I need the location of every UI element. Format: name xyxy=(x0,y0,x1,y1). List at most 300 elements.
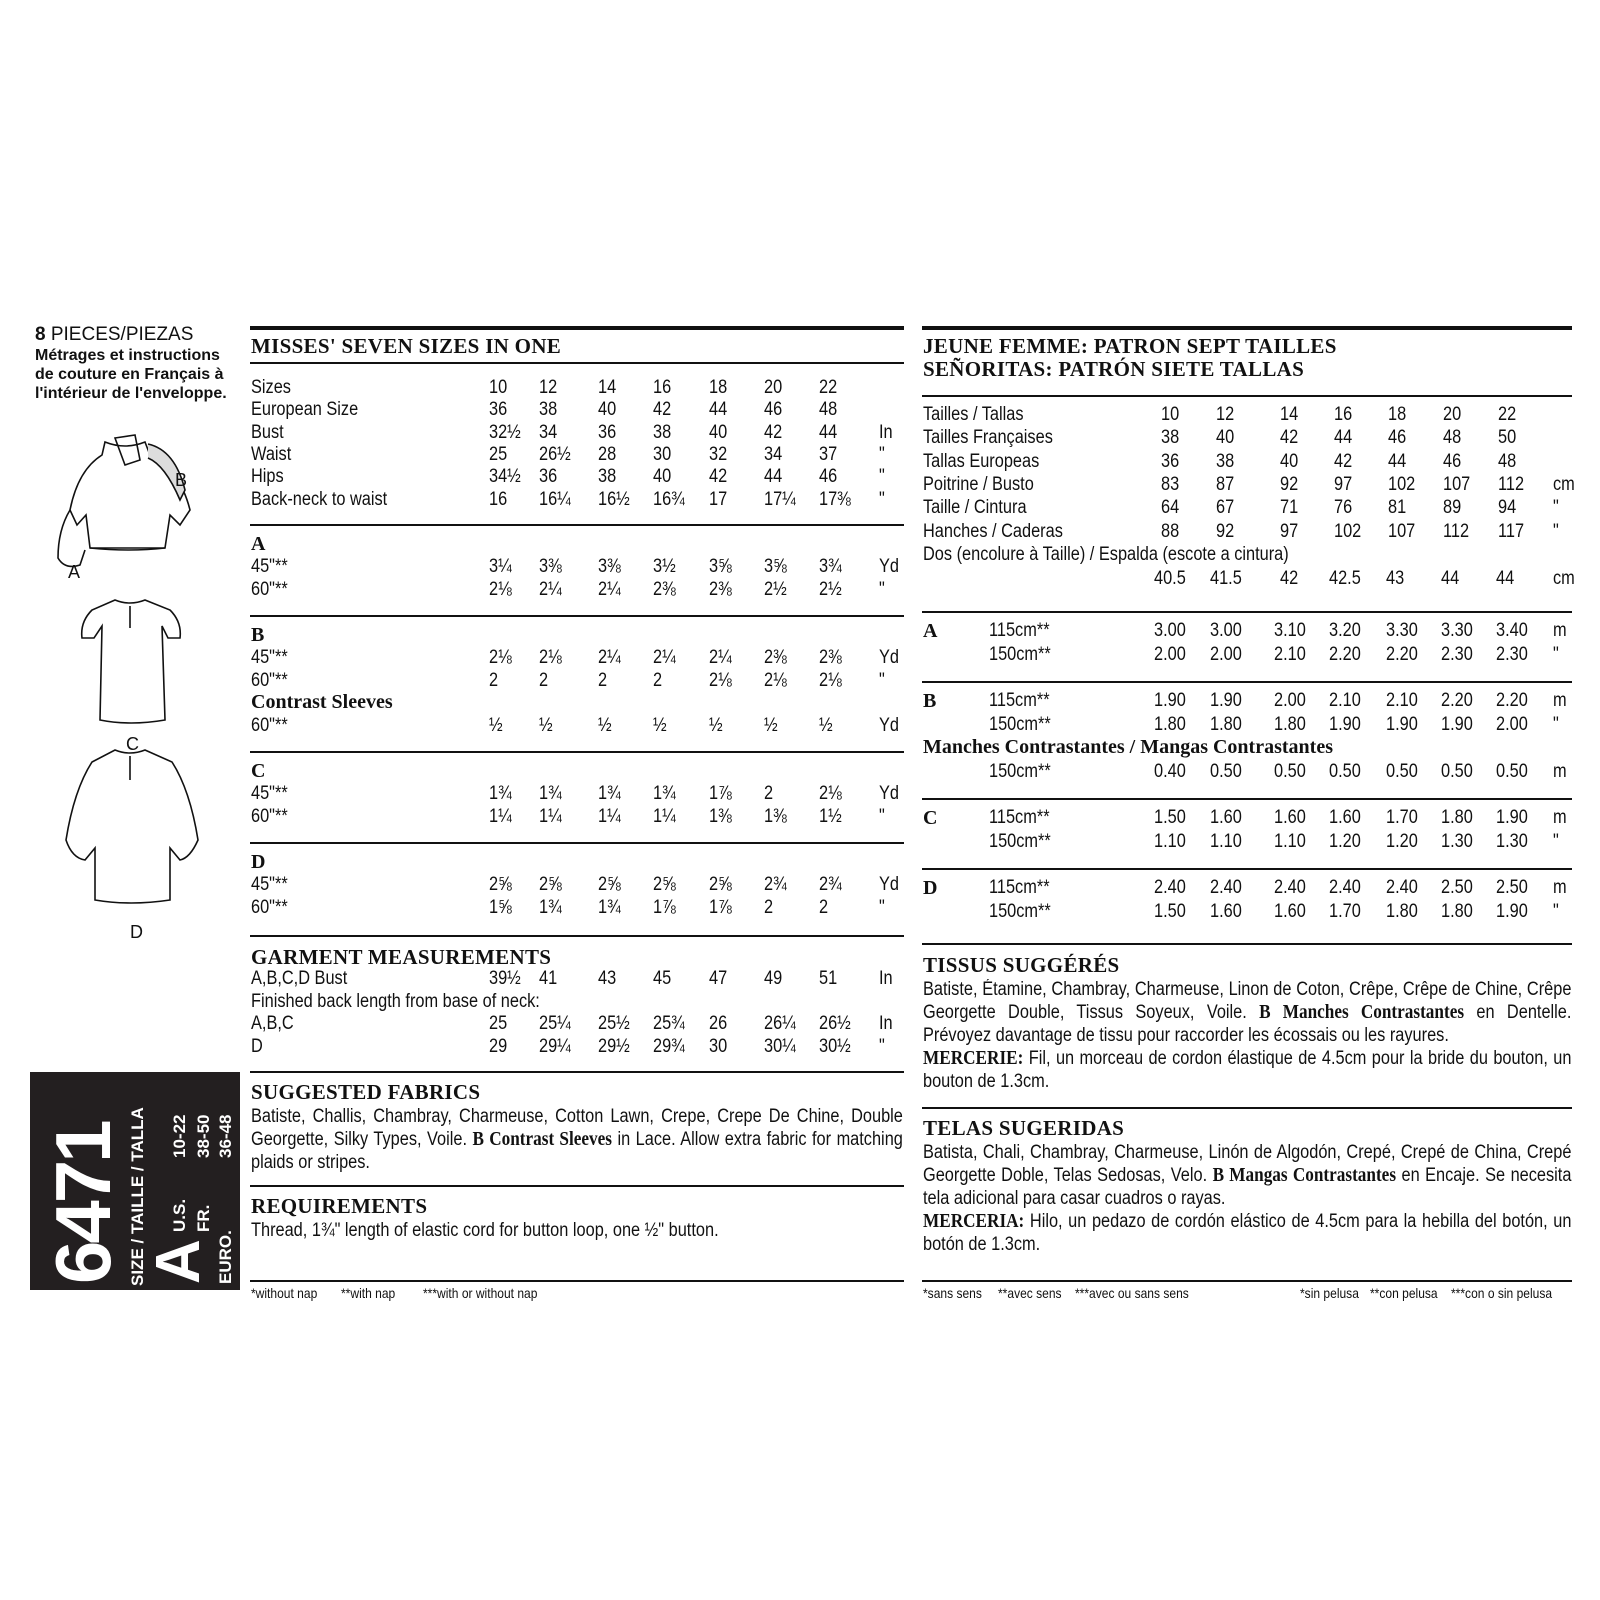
cell-value: 1.70 xyxy=(1386,807,1418,828)
cell-value: 17¼ xyxy=(764,488,796,510)
fr-top-rule xyxy=(922,326,1572,330)
cell-value: 22 xyxy=(819,377,838,398)
row-unit: " xyxy=(1553,830,1559,852)
english-footnote-1: *without nap xyxy=(251,1285,318,1301)
cell-value: 97 xyxy=(1280,520,1299,542)
cell-value: 16¼ xyxy=(539,488,571,510)
cell-value: 2.10 xyxy=(1274,643,1306,665)
cell-value: 1¼ xyxy=(489,805,512,827)
telas-text xyxy=(923,1141,1571,1256)
cell-value: 71 xyxy=(1280,497,1299,519)
row-unit: " xyxy=(879,805,885,827)
table-row xyxy=(251,806,911,829)
cell-value: 14 xyxy=(1280,404,1299,425)
view-d-sketch xyxy=(66,750,198,903)
table-row xyxy=(251,874,911,897)
cell-value: 2¼ xyxy=(598,578,621,600)
cell-value: ½ xyxy=(764,714,778,736)
us-label: U.S. xyxy=(170,1198,189,1232)
cell-value: 76 xyxy=(1334,497,1353,519)
cell-value: 1.90 xyxy=(1441,713,1473,735)
cell-value: 2.00 xyxy=(1496,713,1528,735)
cell-value: 40.5 xyxy=(1154,567,1186,589)
row-label: Hips xyxy=(251,466,284,488)
cell-value: 1.90 xyxy=(1496,900,1528,922)
cell-value: 2¼ xyxy=(539,578,562,600)
cell-value: 42 xyxy=(764,421,783,443)
cell-value: 2 xyxy=(653,669,663,691)
cell-value: 45 xyxy=(653,968,672,989)
row-unit: Yd xyxy=(879,783,899,804)
cell-value: 40 xyxy=(709,421,728,443)
cell-value: ½ xyxy=(489,714,503,736)
section-letter: D xyxy=(923,877,938,899)
table-row xyxy=(251,377,911,400)
row-label: 150cm** xyxy=(989,760,1051,782)
cell-value: 2⅛ xyxy=(539,647,562,668)
cell-value: 2 xyxy=(539,669,549,691)
cell-value: ½ xyxy=(598,714,612,736)
cell-value: 36 xyxy=(539,466,558,488)
table-row xyxy=(251,715,911,738)
cell-value: 0.40 xyxy=(1154,760,1186,782)
cell-value: 3.00 xyxy=(1210,620,1242,641)
cell-value: 2.00 xyxy=(1154,643,1186,665)
section-letter: B xyxy=(923,690,937,712)
fr-footnote-2: **avec sens xyxy=(998,1285,1062,1301)
cell-value: 42 xyxy=(709,466,728,488)
cell-value: 107 xyxy=(1388,520,1416,542)
cell-value: 44 xyxy=(709,399,728,421)
fr-title-rule xyxy=(922,395,1572,397)
table-row xyxy=(251,444,911,467)
cell-value: 2 xyxy=(764,896,774,918)
cell-value: 46 xyxy=(1388,427,1407,449)
cell-value: 92 xyxy=(1216,520,1235,542)
row-label: Hanches / Caderas xyxy=(923,520,1063,542)
cell-value: 1.80 xyxy=(1154,713,1186,735)
cell-value: 2.50 xyxy=(1496,877,1528,898)
cell-value: 2½ xyxy=(764,578,787,600)
cell-value: 38 xyxy=(1216,450,1235,472)
cell-value: 36 xyxy=(489,399,508,421)
section-rule xyxy=(922,943,1572,945)
cell-value: 2.20 xyxy=(1329,643,1361,665)
cell-value: 1.80 xyxy=(1441,900,1473,922)
row-label: 150cm** xyxy=(989,830,1051,852)
cell-value: 1.80 xyxy=(1386,900,1418,922)
fr-title-2: SEÑORITAS: PATRÓN SIETE TALLAS xyxy=(923,357,1305,381)
cell-value: 25¼ xyxy=(539,1013,571,1034)
row-label: 45"** xyxy=(251,556,288,577)
table-row xyxy=(923,690,1583,713)
row-unit: " xyxy=(1553,520,1559,542)
section-rule xyxy=(922,611,1572,613)
fr-label: FR. xyxy=(194,1204,213,1232)
cell-value: 40 xyxy=(653,466,672,488)
cell-value: 44 xyxy=(1441,567,1460,589)
section-rule xyxy=(250,751,904,753)
cell-value: 97 xyxy=(1334,473,1353,495)
table-row xyxy=(923,901,1583,924)
cell-value: 44 xyxy=(1334,427,1353,449)
table-row xyxy=(923,474,1583,497)
row-label: European Size xyxy=(251,399,359,421)
row-label: 60"** xyxy=(251,805,288,827)
cell-value: 42 xyxy=(653,399,672,421)
cell-value: 1.80 xyxy=(1441,807,1473,828)
cell-value: 2⅛ xyxy=(819,783,842,804)
cell-value: 1.20 xyxy=(1329,830,1361,852)
view-a-sketch xyxy=(58,435,190,566)
cell-value: 47 xyxy=(709,968,728,989)
cell-value: 44 xyxy=(764,466,783,488)
cell-value: 1.30 xyxy=(1441,830,1473,852)
cell-value: 1¾ xyxy=(598,783,621,804)
cell-value: 10 xyxy=(1161,404,1180,425)
cell-value: 3⅝ xyxy=(764,556,787,577)
cell-value: 2¼ xyxy=(653,647,676,668)
es-footnote-2: **con pelusa xyxy=(1370,1285,1438,1301)
cell-value: 1⅜ xyxy=(764,805,787,827)
cell-value: 0.50 xyxy=(1329,760,1361,782)
cell-value: 40 xyxy=(1280,450,1299,472)
contrast-title: Manches Contrastantes / Mangas Contrastantes xyxy=(923,736,1333,758)
cell-value: 3.20 xyxy=(1329,620,1361,641)
cell-value: 3.10 xyxy=(1274,620,1306,641)
cell-value: 30 xyxy=(653,443,672,465)
fabrics-text-2: in Lace. Allow extra fabric for matching plaids or stripes. xyxy=(251,1129,903,1173)
cell-value: 34 xyxy=(764,443,783,465)
cell-value: 0.50 xyxy=(1210,760,1242,782)
row-unit: Yd xyxy=(879,556,899,577)
cell-value: 2⅜ xyxy=(819,647,842,668)
table-row xyxy=(251,783,911,806)
fr-footnote-3: ***avec ou sans sens xyxy=(1075,1285,1189,1301)
table-row xyxy=(923,620,1583,643)
row-label: 60"** xyxy=(251,896,288,918)
cell-value: 2 xyxy=(764,783,774,804)
cell-value: 1.70 xyxy=(1329,900,1361,922)
cell-value: 39½ xyxy=(489,968,521,989)
cell-value: 34 xyxy=(539,421,558,443)
table-row xyxy=(923,568,1583,591)
fabrics-text xyxy=(251,1105,903,1174)
cell-value: 2⅛ xyxy=(489,578,512,600)
cell-value: 1.90 xyxy=(1154,690,1186,711)
cell-value: 29 xyxy=(489,1036,508,1057)
cell-value: 2.20 xyxy=(1441,690,1473,711)
view-label-a: A xyxy=(68,562,81,582)
cell-value: 29¾ xyxy=(653,1036,685,1057)
row-label: Back-neck to waist xyxy=(251,488,388,510)
tissus-text-2: en Dentelle. Prévoyez davantage de tissu pour raccorder les écossais ou les rayures. xyxy=(923,1002,1572,1046)
cell-value: 0.50 xyxy=(1274,760,1306,782)
cell-value: 25½ xyxy=(598,1013,630,1034)
cell-value: 1.60 xyxy=(1210,807,1242,828)
section-letter: C xyxy=(923,807,938,829)
english-footnote-2: **with nap xyxy=(341,1285,396,1301)
us-range: 10-22 xyxy=(170,1114,189,1158)
length-title: Finished back length from base of neck: xyxy=(251,991,540,1012)
row-label: Taille / Cintura xyxy=(923,497,1027,519)
cell-value: 16 xyxy=(653,377,672,398)
tissus-bold: B Manches Contrastantes xyxy=(1259,1001,1465,1023)
cell-value: 48 xyxy=(1498,450,1517,472)
table-row xyxy=(923,427,1583,450)
cell-value: 36 xyxy=(1161,450,1180,472)
cell-value: 3.40 xyxy=(1496,620,1528,641)
cell-value: 1¾ xyxy=(598,896,621,918)
cell-value: 2 xyxy=(819,896,829,918)
cell-value: 64 xyxy=(1161,497,1180,519)
cell-value: 2.20 xyxy=(1496,690,1528,711)
cell-value: 1.50 xyxy=(1154,807,1186,828)
table-row xyxy=(251,466,911,489)
cell-value: 26½ xyxy=(819,1013,851,1034)
cell-value: 40 xyxy=(1216,427,1235,449)
cell-value: 30½ xyxy=(819,1036,851,1057)
cell-value: 2.40 xyxy=(1274,877,1306,898)
row-unit: m xyxy=(1553,807,1567,828)
table-row xyxy=(251,968,911,991)
cell-value: 49 xyxy=(764,968,783,989)
cell-value: 2.40 xyxy=(1329,877,1361,898)
requirements-title: REQUIREMENTS xyxy=(251,1194,428,1218)
cell-value: 2⅜ xyxy=(709,578,732,600)
cell-value: 2.30 xyxy=(1496,643,1528,665)
row-label: D xyxy=(251,1036,263,1057)
cell-value: 46 xyxy=(819,466,838,488)
table-row xyxy=(923,644,1583,667)
row-unit: " xyxy=(879,488,885,510)
table-row xyxy=(251,579,911,602)
cell-value: 1¾ xyxy=(539,783,562,804)
cell-value: 1⅝ xyxy=(489,896,512,918)
es-footnote-1: *sin pelusa xyxy=(1300,1285,1359,1301)
cell-value: 44 xyxy=(819,421,838,443)
cell-value: 92 xyxy=(1280,473,1299,495)
fabrics-text-1: Batiste, Challis, Chambray, Charmeuse, Cotton Lawn, Crepe, Crepe De Chine, Double Georgette, Silky Types, Voile. xyxy=(251,1106,903,1150)
table-row xyxy=(251,556,911,579)
cell-value: 37 xyxy=(819,443,838,465)
cell-value: 20 xyxy=(1443,404,1462,425)
cell-value: 2⅛ xyxy=(709,669,732,691)
cell-value: 2¼ xyxy=(709,647,732,668)
cell-value: 10 xyxy=(489,377,508,398)
cell-value: 40 xyxy=(598,399,617,421)
section-rule xyxy=(250,935,904,937)
fabrics-rule xyxy=(250,1071,904,1073)
fr-title-1: JEUNE FEMME: PATRON SEPT TAILLES xyxy=(923,334,1337,358)
cell-value: 38 xyxy=(653,421,672,443)
cell-value: 94 xyxy=(1498,497,1517,519)
cell-value: 2.40 xyxy=(1210,877,1242,898)
row-unit: Yd xyxy=(879,714,899,736)
cell-value: 41 xyxy=(539,968,558,989)
cell-value: 3.30 xyxy=(1441,620,1473,641)
cell-value: 41.5 xyxy=(1210,567,1242,589)
table-row xyxy=(923,714,1583,737)
fabrics-bold: B Contrast Sleeves xyxy=(472,1128,612,1150)
section-letter: A xyxy=(251,533,266,555)
cell-value: 18 xyxy=(709,377,728,398)
row-label: A,B,C xyxy=(251,1013,294,1034)
table-row xyxy=(251,897,911,920)
row-unit: " xyxy=(879,443,885,465)
row-label: Tallas Europeas xyxy=(923,450,1040,472)
cell-value: 1.90 xyxy=(1386,713,1418,735)
note-line: de couture en Français à xyxy=(35,366,224,383)
cell-value: 25 xyxy=(489,1013,508,1034)
cell-value: 3¾ xyxy=(819,556,842,577)
view-label-d: D xyxy=(130,922,143,942)
row-label: 60"** xyxy=(251,669,288,691)
cell-value: 112 xyxy=(1498,473,1525,495)
cell-value: 2⅛ xyxy=(489,647,512,668)
row-unit: Yd xyxy=(879,874,899,895)
cell-value: 3.30 xyxy=(1386,620,1418,641)
row-label: Poitrine / Busto xyxy=(923,473,1034,495)
cell-value: 2⅜ xyxy=(653,578,676,600)
cell-value: 43 xyxy=(1386,567,1405,589)
row-label: 115cm** xyxy=(989,807,1050,828)
garment-title: GARMENT MEASUREMENTS xyxy=(251,945,552,969)
cell-value: 1⅞ xyxy=(709,783,732,804)
cell-value: 44 xyxy=(1496,567,1515,589)
row-unit: In xyxy=(879,421,893,443)
cell-value: ½ xyxy=(653,714,667,736)
cell-value: 107 xyxy=(1443,473,1471,495)
english-footnote-3: ***with or without nap xyxy=(423,1285,538,1301)
cell-value: 2.30 xyxy=(1441,643,1473,665)
merceria-bold: MERCERIA: xyxy=(923,1210,1025,1232)
cell-value: 30¼ xyxy=(764,1036,796,1057)
cell-value: 26 xyxy=(709,1013,728,1034)
row-label: 115cm** xyxy=(989,877,1050,898)
row-label: 115cm** xyxy=(989,620,1050,641)
cell-value: 16 xyxy=(1334,404,1353,425)
cell-value: 1¾ xyxy=(489,783,512,804)
cell-value: 3½ xyxy=(653,556,676,577)
table-row xyxy=(251,670,911,693)
table-row xyxy=(923,451,1583,474)
cell-value: 2½ xyxy=(819,578,842,600)
english-title: MISSES' SEVEN SIZES IN ONE xyxy=(251,334,562,358)
cell-value: 1⅜ xyxy=(709,805,732,827)
cell-value: 1¾ xyxy=(539,896,562,918)
cell-value: 1⅞ xyxy=(653,896,676,918)
cell-value: 1.30 xyxy=(1496,830,1528,852)
cell-value: 25 xyxy=(489,443,508,465)
row-unit: m xyxy=(1553,690,1567,711)
fr-range: 38-50 xyxy=(194,1114,213,1158)
cell-value: ½ xyxy=(539,714,553,736)
cell-value: 2¾ xyxy=(764,874,787,895)
cell-value: 2.10 xyxy=(1386,690,1418,711)
cell-value: 1½ xyxy=(819,805,842,827)
cell-value: 17⅜ xyxy=(819,488,851,510)
telas-rule xyxy=(922,1107,1572,1109)
cell-value: 22 xyxy=(1498,404,1517,425)
cell-value: 16¾ xyxy=(653,488,685,510)
fabrics-title: SUGGESTED FABRICS xyxy=(251,1080,481,1104)
cell-value: 88 xyxy=(1161,520,1180,542)
cell-value: 12 xyxy=(539,377,558,398)
row-unit: " xyxy=(879,1036,885,1057)
requirements-text: Thread, 1¾" length of elastic cord for button loop, one ½" button. xyxy=(251,1220,719,1241)
cell-value: 38 xyxy=(1161,427,1180,449)
cell-value: 29½ xyxy=(598,1036,630,1057)
cell-value: 38 xyxy=(598,466,617,488)
back-length-label: Dos (encolure à Taille) / Espalda (escote a cintura) xyxy=(923,543,1289,565)
view-c-sketch xyxy=(82,600,181,723)
cell-value: 112 xyxy=(1443,520,1470,542)
table-row xyxy=(923,497,1583,520)
cell-value: 3⅜ xyxy=(598,556,621,577)
section-rule xyxy=(250,524,904,526)
cell-value: 26¼ xyxy=(764,1013,796,1034)
cell-value: 2⅝ xyxy=(598,874,621,895)
cell-value: 2⅝ xyxy=(653,874,676,895)
fr-footnote-1: *sans sens xyxy=(923,1285,982,1301)
row-unit: " xyxy=(1553,497,1559,519)
row-unit: " xyxy=(1553,900,1559,922)
table-row xyxy=(923,807,1583,830)
cell-value: 20 xyxy=(764,377,783,398)
row-label: Waist xyxy=(251,443,292,465)
cell-value: 36 xyxy=(598,421,617,443)
row-label: Sizes xyxy=(251,377,291,398)
section-rule xyxy=(922,681,1572,683)
row-unit: " xyxy=(879,578,885,600)
row-unit: m xyxy=(1553,620,1567,641)
table-row xyxy=(923,404,1583,427)
row-unit: In xyxy=(879,1013,893,1034)
cell-value: 38 xyxy=(539,399,558,421)
telas-bold: B Mangas Contrastantes xyxy=(1212,1164,1397,1186)
table-row xyxy=(923,877,1583,900)
english-top-rule xyxy=(250,326,904,330)
pattern-size-box xyxy=(30,1072,240,1290)
english-title-rule xyxy=(250,362,904,364)
telas-title: TELAS SUGERIDAS xyxy=(923,1116,1125,1140)
table-row xyxy=(923,831,1583,854)
pieces-text: PIECES/PIEZAS xyxy=(45,324,194,345)
cell-value: 46 xyxy=(764,399,783,421)
cell-value: 28 xyxy=(598,443,617,465)
view-label-b: B xyxy=(175,470,188,490)
cell-value: 117 xyxy=(1498,520,1525,542)
cell-value: 1.60 xyxy=(1274,900,1306,922)
row-unit: " xyxy=(1553,643,1559,665)
size-label: SIZE / TAILLE / TALLA xyxy=(128,1107,147,1286)
size-letter: A xyxy=(144,1239,213,1284)
cell-value: 1.60 xyxy=(1210,900,1242,922)
cell-value: ½ xyxy=(819,714,833,736)
cell-value: ½ xyxy=(709,714,723,736)
cell-value: 1.60 xyxy=(1329,807,1361,828)
garment-sketches xyxy=(30,430,230,950)
row-unit: cm xyxy=(1553,473,1575,495)
requirements-rule xyxy=(250,1185,904,1187)
cell-value: 51 xyxy=(819,968,838,989)
cell-value: 2.20 xyxy=(1386,643,1418,665)
cell-value: 1.80 xyxy=(1210,713,1242,735)
tissus-title: TISSUS SUGGÉRÉS xyxy=(923,953,1120,977)
cell-value: 29¼ xyxy=(539,1036,571,1057)
row-label: Tailles Françaises xyxy=(923,427,1053,449)
